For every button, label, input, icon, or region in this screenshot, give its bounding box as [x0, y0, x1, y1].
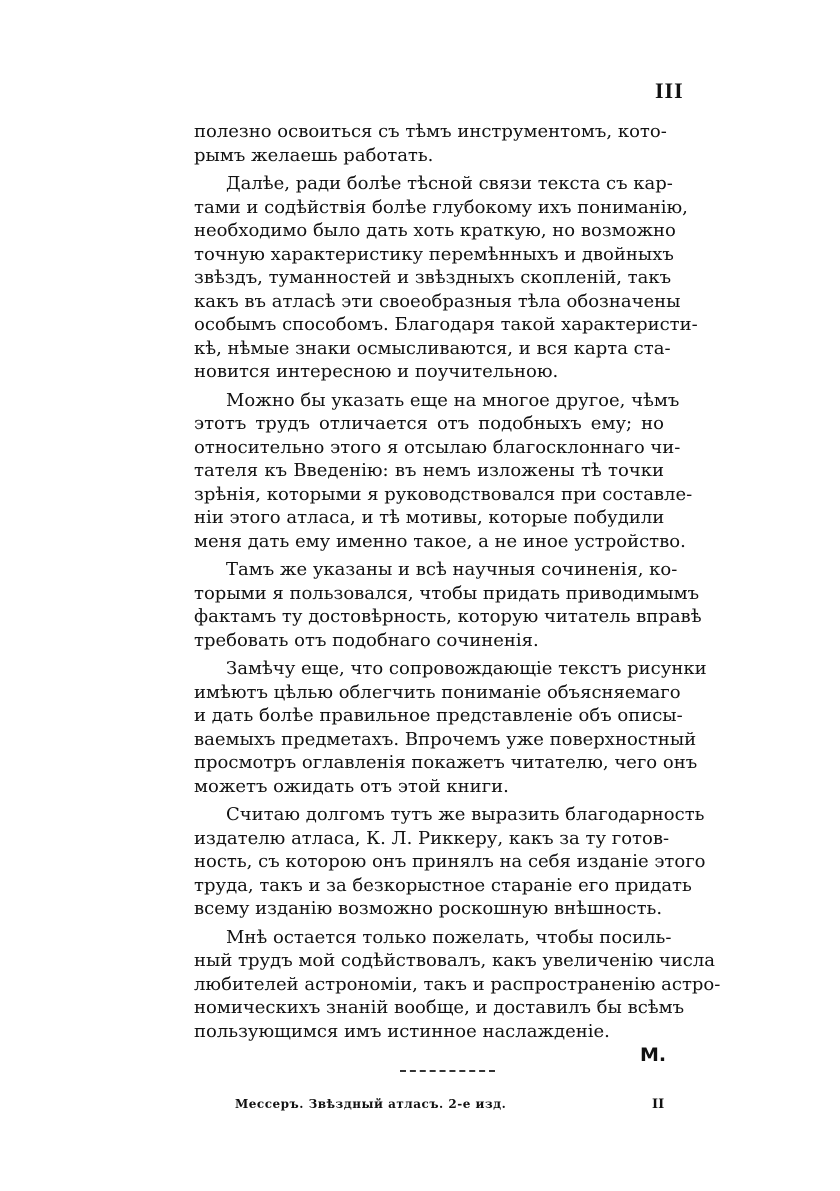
paragraph-5 — [194, 657, 707, 798]
text-line: фактамъ ту достовѣрность, которую читатель вправѣ — [194, 606, 702, 627]
text-line: номическихъ знаній вообще, и доставилъ бы всѣмъ — [194, 997, 685, 1018]
text-line: имѣютъ цѣлью облегчить пониманіе объясняемаго — [194, 681, 681, 703]
text-line: ніи этого атласа, и тѣ мотивы, которые побудили — [194, 507, 665, 528]
text-line: Считаю долгомъ тутъ же выразить благодарность — [226, 804, 705, 825]
text-line: тами и содѣйствія болѣе глубокому ихъ пониманію, — [194, 196, 688, 218]
text-line: необходимо было дать хоть краткую, но возможно — [194, 220, 676, 241]
paragraph-6 — [194, 803, 706, 921]
paragraph-4 — [194, 558, 702, 652]
body-text — [194, 120, 721, 1048]
text-line: всему изданію возможно роскошную внѣшность. — [194, 898, 663, 919]
text-line: тателя къ Введенію: въ немъ изложены тѣ точки — [194, 460, 664, 481]
paragraph-7 — [194, 926, 721, 1044]
text-line: этотъ трудъ отличается отъ подобныхъ ему; но — [194, 413, 664, 434]
text-line: требовать отъ подобнаго сочиненія. — [194, 629, 539, 651]
paragraph-3 — [194, 389, 693, 554]
text-line: и дать болѣе правильное представленіе объ описы- — [194, 705, 683, 726]
text-line: Тамъ же указаны и всѣ научныя сочиненія, ко- — [226, 559, 678, 580]
text-line: труда, такъ и за безкорыстное стараніе его придать — [194, 874, 692, 896]
text-line: Можно бы указать еще на многое другое, чѣмъ — [226, 389, 680, 411]
text-line: рымъ желаешь работать. — [194, 144, 434, 166]
footer-sheet-number: II — [652, 1097, 665, 1112]
text-line: ность, съ которою онъ принялъ на себя изданіе этого — [194, 851, 706, 872]
section-divider — [400, 1070, 495, 1074]
text-line: просмотръ оглавленія покажетъ читателю, чего онъ — [194, 752, 698, 773]
text-line: можетъ ожидать отъ этой книги. — [194, 775, 509, 797]
text-line: новится интересною и поучительною. — [194, 361, 559, 382]
text-line: любителей астрономіи, такъ и распространенію астро- — [194, 973, 721, 995]
text-line: звѣздъ, туманностей и звѣздныхъ скопленій, такъ — [194, 267, 672, 288]
text-line: пользующимся имъ истинное наслажденіе. — [194, 1020, 610, 1042]
text-line: зрѣнія, которыми я руководствовался при составле- — [194, 483, 693, 505]
text-line: Далѣе, ради болѣе тѣсной связи текста съ кар- — [226, 173, 673, 194]
text-line: ваемыхъ предметахъ. Впрочемъ уже поверхностный — [194, 728, 697, 750]
text-line: меня дать ему именно такое, а не иное устройство. — [194, 530, 686, 552]
text-line: полезно освоиться съ тѣмъ инструментомъ, кото- — [194, 121, 667, 142]
text-line: особымъ способомъ. Благодаря такой характеристи- — [194, 314, 698, 335]
text-line: Мнѣ остается только пожелать, чтобы посиль- — [226, 926, 672, 948]
text-line: торыми я пользовался, чтобы придать приводимымъ — [194, 582, 700, 604]
paragraph-1 — [194, 120, 667, 167]
text-line: какъ въ атласѣ эти своеобразныя тѣла обозначены — [194, 290, 681, 312]
text-line: кѣ, нѣмые знаки осмысливаются, и вся карта ста- — [194, 337, 671, 359]
text-line: Замѣчу еще, что сопровождающіе текстъ рисунки — [226, 658, 707, 679]
text-line: точную характеристику перемѣнныхъ и двойныхъ — [194, 243, 674, 265]
text-line: ный трудъ мой содѣйствовалъ, какъ увеличенію числа — [194, 950, 716, 971]
author-signature: М. — [640, 1044, 667, 1066]
footer-signature-mark: Мессеръ. Звѣздный атласъ. 2-е изд. — [235, 1097, 507, 1111]
page-number: III — [655, 78, 684, 103]
text-line: издателю атласа, К. Л. Риккеру, какъ за ту готов- — [194, 827, 670, 849]
text-line: относительно этого я отсылаю благосклоннаго чи- — [194, 436, 681, 458]
paragraph-2 — [194, 172, 698, 384]
